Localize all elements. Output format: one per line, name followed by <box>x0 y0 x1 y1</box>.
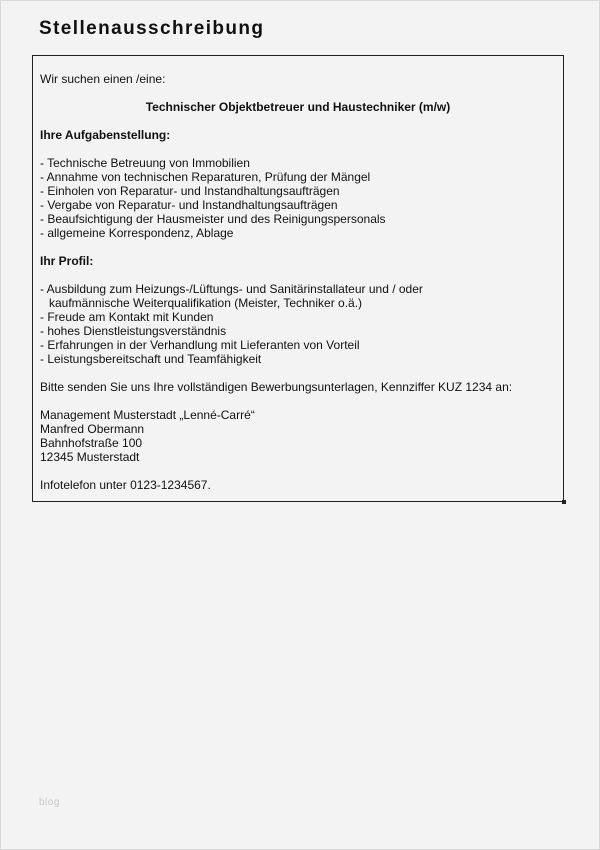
apply-text: Bitte senden Sie uns Ihre vollständigen Bewerbungsunterlagen, Kennziffer KUZ 1234 an: <box>40 380 513 394</box>
list-item-continuation: kaufmännische Weiterqualifikation (Meister, Techniker o.ä.) <box>49 296 363 310</box>
job-title: Technischer Objektbetreuer und Haustechniker (m/w) <box>145 100 451 114</box>
intro-text: Wir suchen einen /eine: <box>40 72 166 86</box>
contact-address <box>40 408 563 464</box>
list-item: - Einholen von Reparatur- und Instandhaltungsaufträgen <box>40 184 340 198</box>
tasks-heading: Ihre Aufgabenstellung: <box>40 128 171 142</box>
list-item: - Vergabe von Reparatur- und Instandhaltungsaufträgen <box>40 198 338 212</box>
profile-list <box>40 282 563 366</box>
address-street: Bahnhofstraße 100 <box>40 436 143 450</box>
job-ad-box <box>32 55 564 502</box>
list-item: - Leistungsbereitschaft und Teamfähigkeit <box>40 352 262 366</box>
list-item: - Beaufsichtigung der Hausmeister und des Reinigungspersonals <box>40 212 386 226</box>
corner-mark <box>562 500 566 504</box>
address-company: Management Musterstadt „Lenné-Carré“ <box>40 408 255 422</box>
list-item: - Erfahrungen in der Verhandlung mit Lieferanten von Vorteil <box>40 338 360 352</box>
info-phone: Infotelefon unter 0123-1234567. <box>40 478 211 492</box>
watermark: blog <box>39 797 60 808</box>
list-item: - Technische Betreuung von Immobilien <box>40 156 250 170</box>
list-item: - allgemeine Korrespondenz, Ablage <box>40 226 234 240</box>
profile-heading: Ihr Profil: <box>40 254 94 268</box>
address-contact: Manfred Obermann <box>40 422 145 436</box>
page-title: Stellenausschreibung <box>39 18 265 39</box>
list-item: - Freude am Kontakt mit Kunden <box>40 310 214 324</box>
list-item: - hohes Dienstleistungsverständnis <box>40 324 227 338</box>
list-item: - Ausbildung zum Heizungs-/Lüftungs- und Sanitärinstallateur und / oder <box>40 282 423 296</box>
tasks-list <box>40 156 563 240</box>
list-item: - Annahme von technischen Reparaturen, Prüfung der Mängel <box>40 170 371 184</box>
address-city: 12345 Musterstadt <box>40 450 140 464</box>
